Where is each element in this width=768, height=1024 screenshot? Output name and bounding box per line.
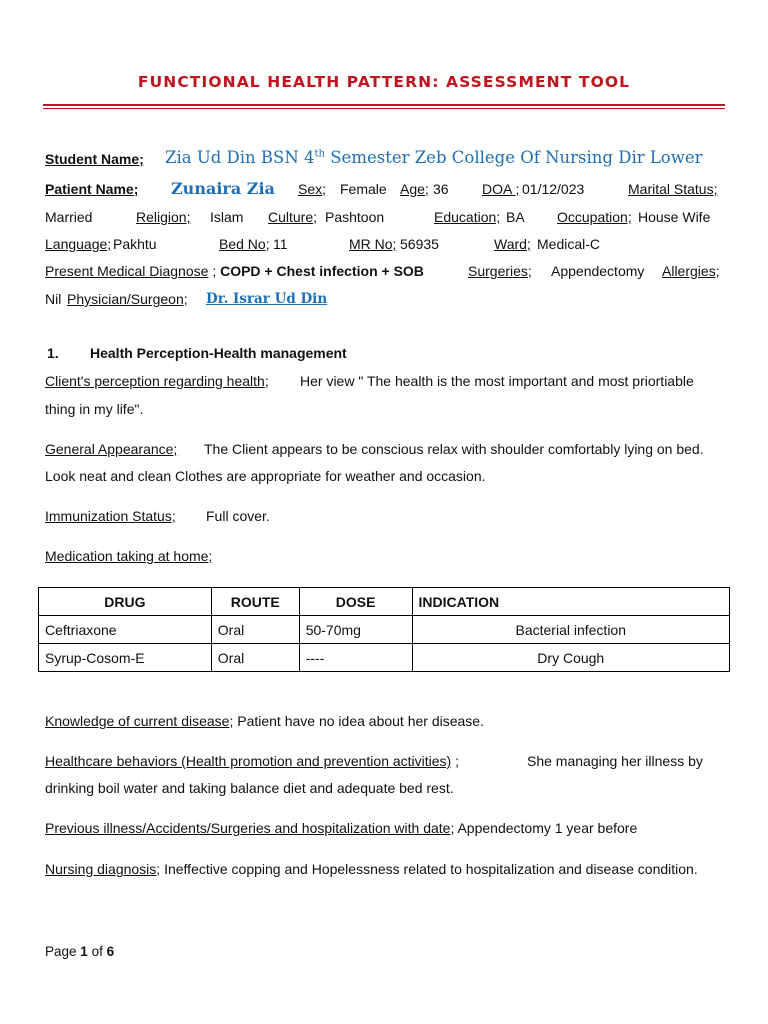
nursing-label: Nursing diagnosis <box>45 861 157 877</box>
page-footer <box>45 944 114 959</box>
student-name-label: Student Name; <box>45 151 144 167</box>
diagnose-sep: ; <box>212 263 217 279</box>
page-of: of <box>91 944 103 959</box>
patient-name-value: Zunaira Zia <box>171 179 275 198</box>
title-rule-thin <box>43 108 725 109</box>
section-number: 1. <box>47 345 59 361</box>
sex-label: Sex; <box>298 181 327 197</box>
ward-value: Medical-C <box>537 236 601 252</box>
cell-indication: Dry Cough <box>412 644 729 672</box>
knowledge-row <box>45 713 484 729</box>
immunization-label: Immunization Status; <box>45 508 176 524</box>
marital-label: Marital Status; <box>628 181 718 197</box>
table-row <box>39 644 730 672</box>
immunization-text: Full cover. <box>206 508 270 524</box>
culture-label: Culture; <box>268 209 318 225</box>
allergies-label: Allergies; <box>662 263 720 279</box>
col-header-indication: INDICATION <box>412 588 729 616</box>
mr-label: MR No; <box>349 236 397 252</box>
perception-text-1: Her view " The health is the most important and most priortiable <box>300 373 694 389</box>
previous-row <box>45 820 637 836</box>
cell-route: Oral <box>211 644 299 672</box>
language-label: Language; <box>45 236 112 252</box>
perception-label: Client's perception regarding health <box>45 373 265 389</box>
cell-dose: ---- <box>299 644 412 672</box>
previous-label: Previous illness/Accidents/Surgeries and hospitalization with date <box>45 820 451 836</box>
cell-route: Oral <box>211 616 299 644</box>
diagnose-row <box>45 263 424 279</box>
religion-value: Islam <box>210 209 244 225</box>
col-header-route: ROUTE <box>211 588 299 616</box>
medication-label: Medication taking at home; <box>45 548 213 564</box>
cell-indication: Bacterial infection <box>412 616 729 644</box>
language-value: Pakhtu <box>113 236 157 252</box>
surgeries-label: Surgeries; <box>468 263 532 279</box>
age-value: 36 <box>433 181 449 197</box>
education-label: Education; <box>434 209 501 225</box>
student-name-suffix: Semester Zeb College Of Nursing Dir Lower <box>325 148 703 167</box>
healthcare-text-1: She managing her illness by <box>527 753 703 769</box>
nursing-row <box>45 861 698 877</box>
student-name-row <box>45 151 144 167</box>
student-name-text: Zia Ud Din BSN 4 <box>165 148 315 167</box>
healthcare-label: Healthcare behaviors (Health promotion and prevention activities) <box>45 753 452 769</box>
cell-dose: 50-70mg <box>299 616 412 644</box>
student-name-value <box>165 148 703 167</box>
appearance-text-2: Look neat and clean Clothes are appropriate for weather and occasion. <box>45 468 486 484</box>
appearance-label: General Appearance; <box>45 441 178 457</box>
col-header-drug: DRUG <box>39 588 212 616</box>
perception-row <box>45 373 269 389</box>
page-total: 6 <box>106 944 115 959</box>
col-header-dose: DOSE <box>299 588 412 616</box>
perception-sep: ; <box>264 373 269 389</box>
document-title: FUNCTIONAL HEALTH PATTERN: ASSESSMENT TOOL <box>137 73 631 91</box>
culture-value: Pashtoon <box>325 209 385 225</box>
nursing-text: ; Ineffective copping and Hopelessness related to hospitalization and disease condition. <box>156 861 698 877</box>
allergies-value: Nil <box>45 291 62 307</box>
physician-label: Physician/Surgeon; <box>67 291 188 307</box>
appearance-text-1: The Client appears to be conscious relax with shoulder comfortably lying on bed. <box>204 441 704 457</box>
patient-name-label: Patient Name; <box>45 181 139 197</box>
occupation-value: House Wife <box>638 209 711 225</box>
doa-label: DOA ; <box>482 181 520 197</box>
student-name-sup: th <box>314 148 325 160</box>
page-number: 1 <box>80 944 88 959</box>
physician-value: Dr. Israr Ud Din <box>206 291 328 307</box>
page-prefix: Page <box>45 944 77 959</box>
healthcare-sep: ; <box>455 753 459 769</box>
marital-value: Married <box>45 209 93 225</box>
cell-drug: Syrup-Cosom-E <box>39 644 212 672</box>
knowledge-text: ; Patient have no idea about her disease. <box>229 713 484 729</box>
education-value: BA <box>506 209 525 225</box>
mr-value: 56935 <box>400 236 439 252</box>
previous-text: ; Appendectomy 1 year before <box>450 820 638 836</box>
table-header-row <box>39 588 730 616</box>
age-label: Age; <box>400 181 429 197</box>
diagnose-value: COPD + Chest infection + SOB <box>220 263 424 279</box>
sex-value: Female <box>340 181 387 197</box>
medication-table <box>38 587 730 672</box>
doa-value: 01/12/023 <box>522 181 585 197</box>
occupation-label: Occupation; <box>557 209 632 225</box>
bed-value: 11 <box>273 236 288 252</box>
cell-drug: Ceftriaxone <box>39 616 212 644</box>
healthcare-text-2: drinking boil water and taking balance diet and adequate bed rest. <box>45 780 454 796</box>
table-row <box>39 616 730 644</box>
bed-label: Bed No; <box>219 236 270 252</box>
perception-text-2: thing in my life". <box>45 401 144 417</box>
knowledge-label: Knowledge of current disease <box>45 713 230 729</box>
diagnose-label: Present Medical Diagnose <box>45 263 209 279</box>
ward-label: Ward; <box>494 236 531 252</box>
religion-label: Religion; <box>136 209 191 225</box>
surgeries-value: Appendectomy <box>551 263 645 279</box>
healthcare-row <box>45 753 459 769</box>
section-heading: Health Perception-Health management <box>90 345 347 361</box>
title-rule-thick <box>43 104 725 106</box>
